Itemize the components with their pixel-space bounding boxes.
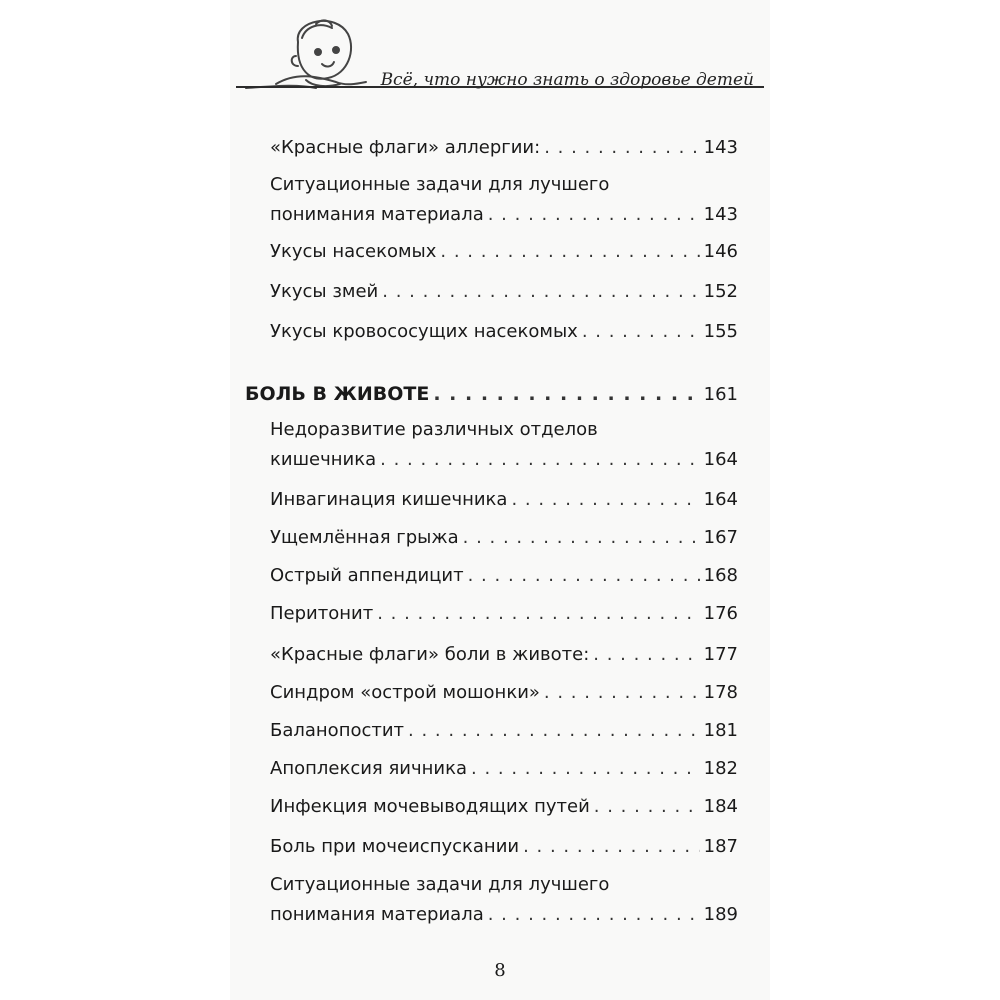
dot-leader — [488, 905, 700, 925]
toc-entry[interactable] — [270, 604, 738, 624]
toc-entry-label: Баланопостит — [270, 720, 405, 741]
toc-entry-page: 143 — [703, 137, 738, 158]
dot-leader — [488, 205, 700, 225]
toc-entry-label: «Красные флаги» аллергии: — [270, 137, 541, 158]
dot-leader — [523, 837, 700, 857]
toc-entry[interactable] — [270, 450, 738, 470]
toc-entry-label: Укусы кровососущих насекомых — [270, 321, 578, 342]
dot-leader — [382, 282, 699, 302]
toc-entry-page: 184 — [703, 796, 738, 817]
toc-entry-page: 187 — [703, 836, 738, 857]
toc-entry-label: Боль при мочеиспускании — [270, 836, 520, 857]
toc-entry-label: Инвагинация кишечника — [270, 489, 508, 510]
toc-entry-page: 181 — [703, 720, 738, 741]
dot-leader — [377, 604, 699, 624]
toc-entry-label: «Красные флаги» боли в животе: — [270, 644, 590, 665]
dot-leader — [471, 759, 700, 779]
toc-entry-label-line1: Ситуационные задачи для лучшего — [270, 874, 610, 895]
book-title: Всё, что нужно знать о здоровье детей — [380, 70, 754, 90]
toc-entry-page: 146 — [703, 241, 738, 262]
toc-entry-label: Перитонит — [270, 603, 374, 624]
toc-entry[interactable] — [270, 205, 738, 225]
dot-leader — [463, 528, 700, 548]
toc-entry[interactable] — [270, 837, 738, 857]
toc-entry-label: Укусы змей — [270, 281, 379, 302]
toc-entry-page: 167 — [703, 527, 738, 548]
toc-entry-page: 152 — [703, 281, 738, 302]
dot-leader — [433, 384, 699, 404]
toc-entry[interactable] — [270, 528, 738, 548]
dot-leader — [468, 566, 700, 586]
toc-entry-label: Ущемлённая грыжа — [270, 527, 459, 548]
toc-entry-page: 176 — [703, 603, 738, 624]
toc-entry[interactable] — [270, 566, 738, 586]
toc-entry[interactable] — [270, 683, 738, 703]
toc-entry-page: 168 — [703, 565, 738, 586]
dot-leader — [582, 322, 700, 342]
dot-leader — [511, 490, 699, 510]
toc-entry[interactable] — [270, 242, 738, 262]
toc-entry[interactable] — [270, 645, 738, 665]
toc-entry-page: 177 — [703, 644, 738, 665]
toc-entry[interactable] — [270, 721, 738, 741]
toc-entry[interactable] — [270, 490, 738, 510]
toc-entry-page: 164 — [703, 449, 738, 470]
toc-entry-page: 143 — [703, 204, 738, 225]
toc-section-entry[interactable] — [245, 384, 738, 405]
toc-entry-label: понимания материала — [270, 204, 484, 225]
toc-entry-page: 189 — [703, 904, 738, 925]
dot-leader — [380, 450, 700, 470]
toc-entry[interactable] — [270, 797, 738, 817]
dot-leader — [544, 683, 700, 703]
dot-leader — [544, 138, 699, 158]
toc-entry-page: 178 — [703, 682, 738, 703]
toc-entry-label: Укусы насекомых — [270, 241, 437, 262]
dot-leader — [593, 645, 699, 665]
toc-entry-label: Синдром «острой мошонки» — [270, 682, 540, 703]
toc-section-page: 161 — [703, 384, 738, 405]
page-number: 8 — [494, 960, 506, 981]
toc-entry-label: понимания материала — [270, 904, 484, 925]
toc-entry[interactable] — [270, 322, 738, 342]
toc-entry[interactable] — [270, 905, 738, 925]
toc-entry-page: 155 — [703, 321, 738, 342]
toc-entry-label-line1: Ситуационные задачи для лучшего — [270, 174, 610, 195]
dot-leader — [408, 721, 700, 741]
toc-section-label: БОЛЬ В ЖИВОТЕ — [245, 383, 430, 405]
dot-leader — [594, 797, 700, 817]
toc-entry-page: 164 — [703, 489, 738, 510]
toc-entry-label: Апоплексия яичника — [270, 758, 467, 779]
toc-entry-label-line1: Недоразвитие различных отделов — [270, 419, 598, 440]
toc-entry-label: Инфекция мочевыводящих путей — [270, 796, 590, 817]
toc-entry-label: Острый аппендицит — [270, 565, 464, 586]
toc-entry[interactable] — [270, 138, 738, 158]
toc-entry[interactable] — [270, 759, 738, 779]
toc-entry-label: кишечника — [270, 449, 377, 470]
toc-entry[interactable] — [270, 282, 738, 302]
dot-leader — [440, 242, 699, 262]
toc-entry-page: 182 — [703, 758, 738, 779]
